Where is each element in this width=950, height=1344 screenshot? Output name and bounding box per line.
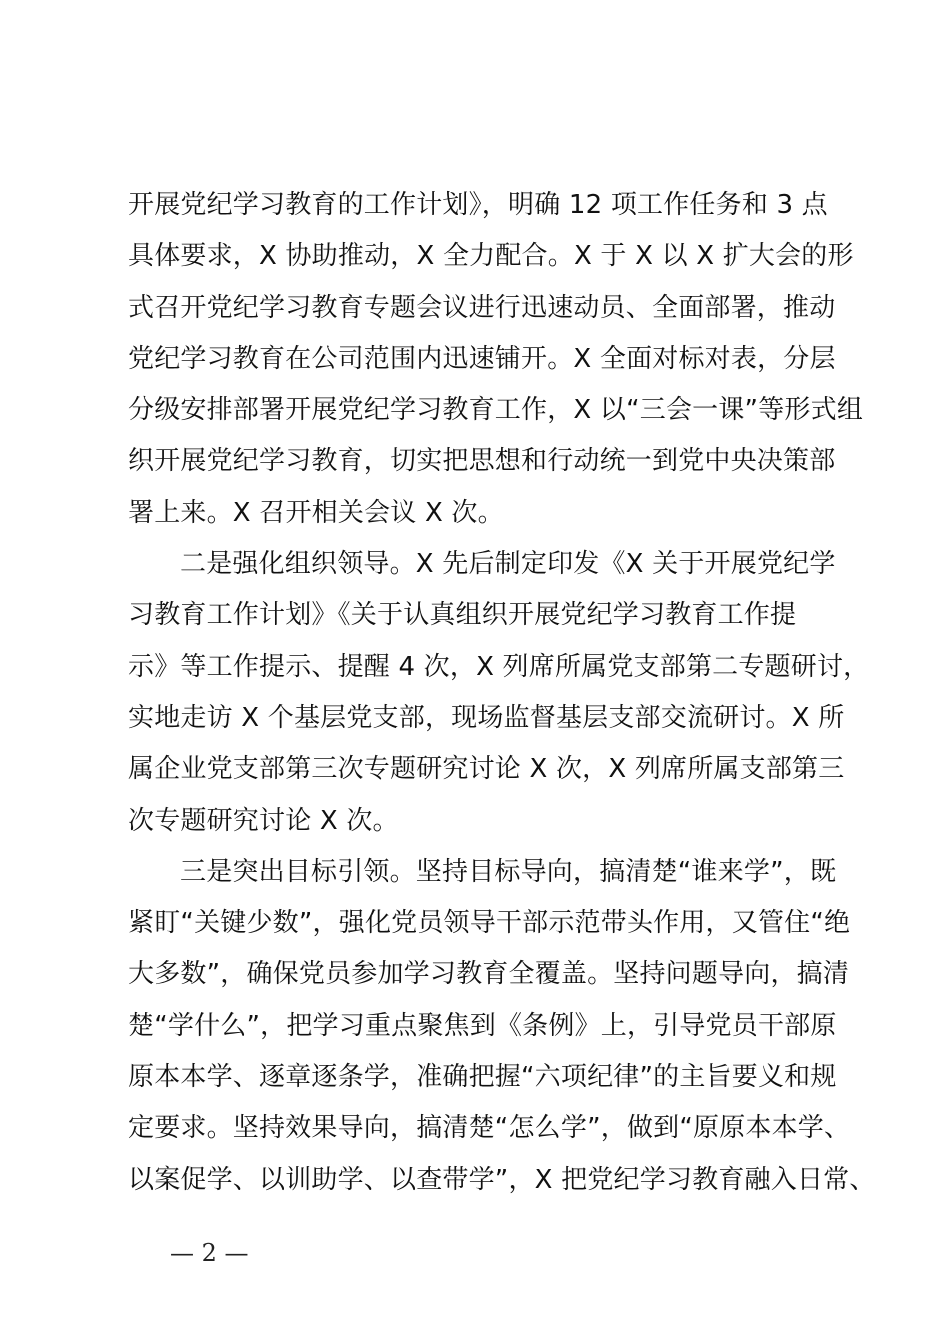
- text-line: 定要求。坚持效果导向，搞清楚“怎么学”，做到“原原本本学、: [128, 1113, 851, 1144]
- text-line: 分级安排部署开展党纪学习教育工作，X 以“三会一课”等形式组: [128, 395, 864, 426]
- text-line: 紧盯“关键少数”，强化党员领导干部示范带头作用，又管住“绝: [128, 908, 851, 939]
- page-number: — 2 —: [170, 1239, 249, 1267]
- text-line: 原本本学、逐章逐条学，准确把握“六项纪律”的主旨要义和规: [128, 1062, 837, 1093]
- text-line: 大多数”，确保党员参加学习教育全覆盖。坚持问题导向，搞清: [128, 959, 850, 990]
- paragraph-start-line: 二是强化组织领导。X 先后制定印发《X 关于开展党纪学: [180, 549, 836, 580]
- text-line: 示》等工作提示、提醒 4 次，X 列席所属党支部第二专题研讨，: [128, 651, 870, 682]
- text-line: 具体要求，X 协助推动，X 全力配合。X 于 X 以 X 扩大会的形: [128, 241, 854, 272]
- text-line: 开展党纪学习教育的工作计划》，明确 12 项工作任务和 3 点: [128, 190, 828, 220]
- text-line: 属企业党支部第三次专题研究讨论 X 次，X 列席所属支部第三: [128, 754, 845, 785]
- text-line: 署上来。X 召开相关会议 X 次。: [128, 497, 504, 528]
- text-line: 楚“学什么”，把学习重点聚焦到《条例》上，引导党员干部原: [128, 1010, 837, 1041]
- document-body: [128, 180, 876, 1206]
- text-line: 党纪学习教育在公司范围内迅速铺开。X 全面对标对表，分层: [128, 343, 836, 374]
- text-line: 习教育工作计划》《关于认真组织开展党纪学习教育工作提: [128, 600, 797, 631]
- text-line: 实地走访 X 个基层党支部，现场监督基层支部交流研讨。X 所: [128, 702, 845, 733]
- text-line: 以案促学、以训助学、以查带学”，X 把党纪学习教育融入日常、: [128, 1164, 876, 1195]
- paragraph-start-line: 三是突出目标引领。坚持目标导向，搞清楚“谁来学”，既: [180, 856, 837, 887]
- text-line: 式召开党纪学习教育专题会议进行迅速动员、全面部署，推动: [128, 292, 836, 323]
- text-line: 织开展党纪学习教育，切实把思想和行动统一到党中央决策部: [128, 446, 836, 477]
- text-line: 次专题研究讨论 X 次。: [128, 805, 399, 836]
